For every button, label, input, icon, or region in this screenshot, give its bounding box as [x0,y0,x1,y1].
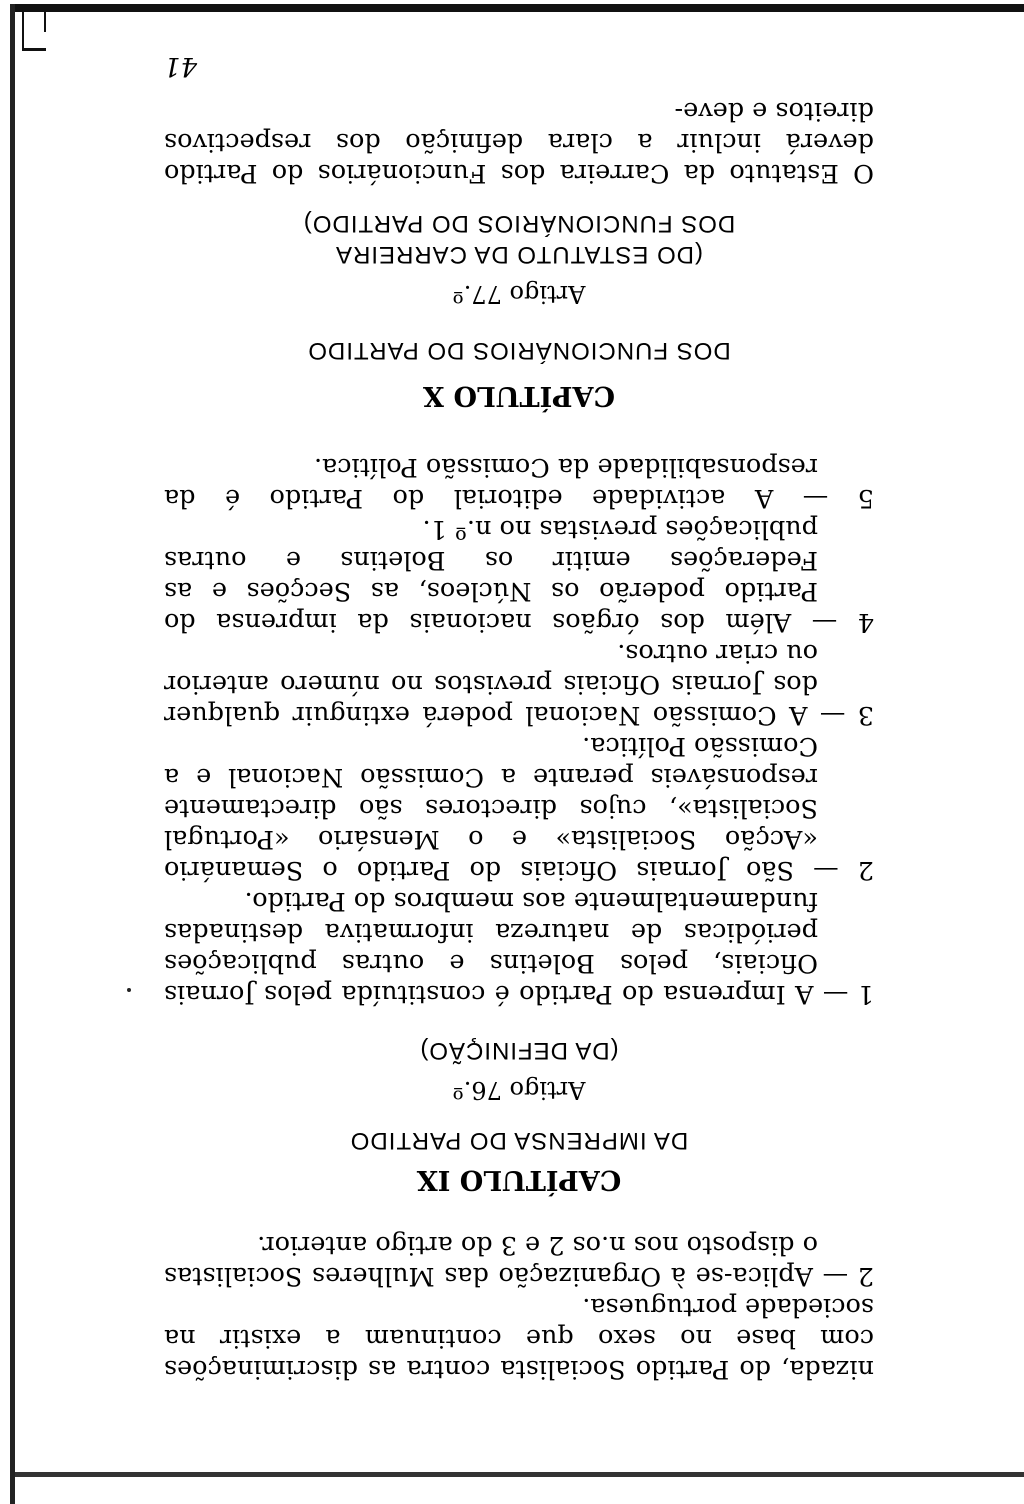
article-77-subtitle-line2: DOS FUNCIONÁRIOS DO PARTIDO) [302,210,736,237]
article-77-label: Artigo 77.º [452,280,586,308]
article-76-label: Artigo 76.º [452,1076,586,1104]
article-76-item-2: 2 — São Jornais Oficiais do Partido o Semanário «Acção Socialista» e o Mensário «Portugal Socialista», cujos directores são directamente responsáveis perante a Comissão Nacional e a Comissão Política. [164,731,874,885]
article-76-item-5: 5 — A actividade editorial do Partido é da responsabilidade da Comissão Política. [164,452,874,513]
article-76-subtitle: (DA DEFINIÇÃO) [419,1037,619,1064]
previous-article-item-2: 2 — Aplica-se à Organização das Mulheres Socialistas o disposto nos n.os 2 e 3 do artigo anterior. [164,1230,874,1291]
article-77-text: O Estatuto da Carreira dos Funcionários do Partido deverá incluir a clara definição dos respectivos direitos e deve- [164,96,874,188]
article-76-item-1: 1 — A Imprensa do Partido é constituída pelos Jornais Oficiais, pelos Boletins e outras publicações periódicas de natureza informativa destinadas fundamentalmente aos membros do Partido. [164,886,874,1009]
page-number: 41 [164,51,198,81]
chapter-x-heading: CAPÍTULO X [423,380,615,411]
intro-paragraph: nizada, do Partido Socialista contra as discriminações com base no sexo que continuam a existir na sociedade portuguesa. [164,1292,874,1384]
document-body [164,50,874,1384]
chapter-ix-heading: CAPÍTULO IX [416,1164,622,1195]
chapter-x-title: DOS FUNCIONÁRIOS DO PARTIDO [307,337,731,364]
chapter-ix-title: DA IMPRENSA DO PARTIDO [349,1127,689,1154]
article-77-subtitle-line1: (DO ESTATUTO DA CARREIRA [334,241,704,268]
article-76-item-4: 4 — Além dos órgãos nacionais da imprensa do Partido poderão os Núcleos, as Secções e as Federações emitir os Boletins e outras publicações previstas no n.º 1. [164,514,874,637]
article-76-item-3: 3 — A Comissão Nacional poderá extinguir qualquer dos Jornais Oficiais previstos no número anterior ou criar outros. [164,638,874,730]
